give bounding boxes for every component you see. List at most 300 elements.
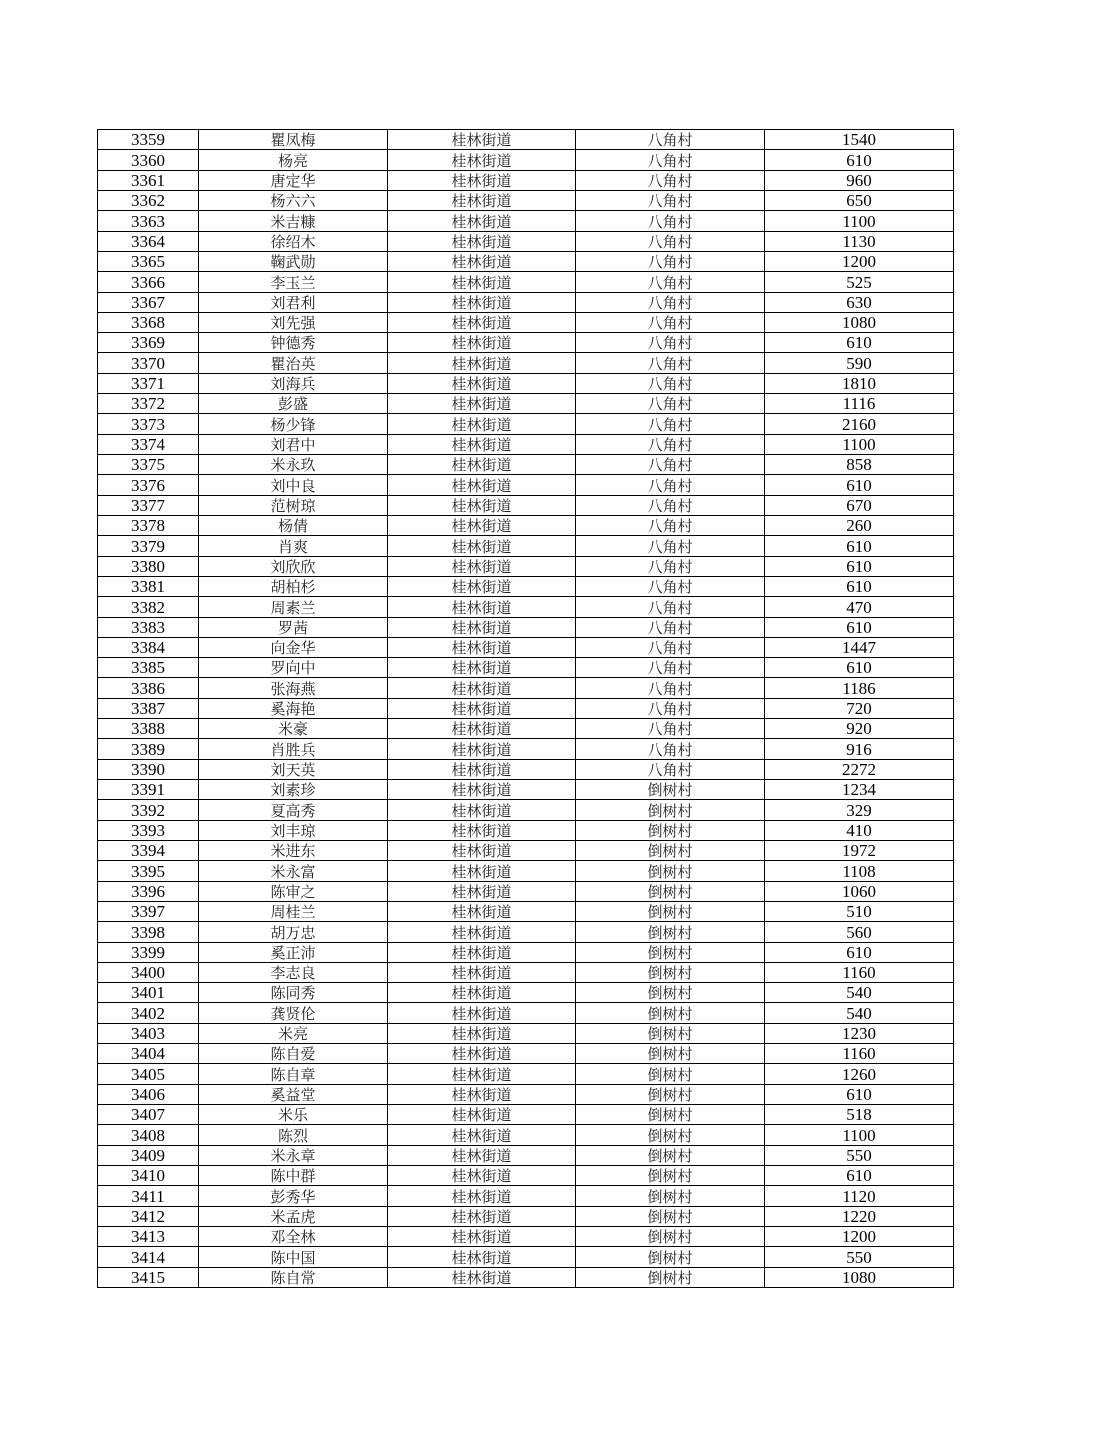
street-cell: 桂林街道 <box>388 983 576 1003</box>
village-cell: 八角村 <box>576 455 765 475</box>
village-cell: 八角村 <box>576 211 765 231</box>
name-cell: 瞿凤梅 <box>199 130 388 150</box>
row-number-cell: 3391 <box>98 780 199 800</box>
row-number-cell: 3397 <box>98 901 199 921</box>
village-cell: 八角村 <box>576 576 765 596</box>
name-cell: 陈自章 <box>199 1064 388 1084</box>
name-cell: 米永富 <box>199 861 388 881</box>
amount-cell: 510 <box>765 901 954 921</box>
name-cell: 钟德秀 <box>199 333 388 353</box>
street-cell: 桂林街道 <box>388 759 576 779</box>
row-number-cell: 3383 <box>98 617 199 637</box>
village-cell: 八角村 <box>576 353 765 373</box>
amount-cell: 1080 <box>765 312 954 332</box>
village-cell: 八角村 <box>576 190 765 210</box>
village-cell: 倒树村 <box>576 1186 765 1206</box>
amount-cell: 610 <box>765 150 954 170</box>
table-row <box>98 1247 954 1267</box>
amount-cell: 610 <box>765 556 954 576</box>
street-cell: 桂林街道 <box>388 373 576 393</box>
table-row <box>98 1105 954 1125</box>
street-cell: 桂林街道 <box>388 1267 576 1287</box>
village-cell: 倒树村 <box>576 922 765 942</box>
street-cell: 桂林街道 <box>388 1206 576 1226</box>
row-number-cell: 3400 <box>98 962 199 982</box>
village-cell: 八角村 <box>576 333 765 353</box>
table-row <box>98 475 954 495</box>
row-number-cell: 3390 <box>98 759 199 779</box>
amount-cell: 960 <box>765 170 954 190</box>
amount-cell: 1234 <box>765 780 954 800</box>
village-cell: 八角村 <box>576 170 765 190</box>
village-cell: 倒树村 <box>576 1226 765 1246</box>
amount-cell: 670 <box>765 495 954 515</box>
street-cell: 桂林街道 <box>388 434 576 454</box>
table-row <box>98 190 954 210</box>
street-cell: 桂林街道 <box>388 698 576 718</box>
table-row <box>98 698 954 718</box>
row-number-cell: 3398 <box>98 922 199 942</box>
village-cell: 八角村 <box>576 515 765 535</box>
name-cell: 瞿治英 <box>199 353 388 373</box>
table-row <box>98 1267 954 1287</box>
village-cell: 倒树村 <box>576 820 765 840</box>
village-cell: 八角村 <box>576 414 765 434</box>
name-cell: 米豪 <box>199 719 388 739</box>
street-cell: 桂林街道 <box>388 840 576 860</box>
row-number-cell: 3396 <box>98 881 199 901</box>
data-table <box>97 129 954 1288</box>
amount-cell: 560 <box>765 922 954 942</box>
table-row <box>98 515 954 535</box>
row-number-cell: 3365 <box>98 251 199 271</box>
village-cell: 倒树村 <box>576 780 765 800</box>
street-cell: 桂林街道 <box>388 597 576 617</box>
table-row <box>98 211 954 231</box>
table-row <box>98 536 954 556</box>
row-number-cell: 3361 <box>98 170 199 190</box>
name-cell: 陈审之 <box>199 881 388 901</box>
name-cell: 米孟虎 <box>199 1206 388 1226</box>
street-cell: 桂林街道 <box>388 1084 576 1104</box>
table-row <box>98 373 954 393</box>
amount-cell: 1972 <box>765 840 954 860</box>
name-cell: 奚海艳 <box>199 698 388 718</box>
amount-cell: 329 <box>765 800 954 820</box>
name-cell: 周桂兰 <box>199 901 388 921</box>
name-cell: 肖胜兵 <box>199 739 388 759</box>
village-cell: 倒树村 <box>576 1267 765 1287</box>
village-cell: 倒树村 <box>576 1003 765 1023</box>
village-cell: 八角村 <box>576 536 765 556</box>
street-cell: 桂林街道 <box>388 394 576 414</box>
table-row <box>98 130 954 150</box>
amount-cell: 540 <box>765 983 954 1003</box>
table-row <box>98 1064 954 1084</box>
village-cell: 八角村 <box>576 658 765 678</box>
name-cell: 周素兰 <box>199 597 388 617</box>
table-row <box>98 455 954 475</box>
name-cell: 陈中国 <box>199 1247 388 1267</box>
amount-cell: 410 <box>765 820 954 840</box>
row-number-cell: 3414 <box>98 1247 199 1267</box>
table-row <box>98 942 954 962</box>
name-cell: 刘欣欣 <box>199 556 388 576</box>
table-row <box>98 637 954 657</box>
village-cell: 八角村 <box>576 597 765 617</box>
village-cell: 倒树村 <box>576 942 765 962</box>
amount-cell: 1230 <box>765 1023 954 1043</box>
table-row <box>98 434 954 454</box>
street-cell: 桂林街道 <box>388 353 576 373</box>
table-body <box>98 130 954 1288</box>
street-cell: 桂林街道 <box>388 962 576 982</box>
street-cell: 桂林街道 <box>388 333 576 353</box>
row-number-cell: 3359 <box>98 130 199 150</box>
row-number-cell: 3385 <box>98 658 199 678</box>
row-number-cell: 3376 <box>98 475 199 495</box>
name-cell: 杨少锋 <box>199 414 388 434</box>
street-cell: 桂林街道 <box>388 1125 576 1145</box>
village-cell: 八角村 <box>576 394 765 414</box>
village-cell: 八角村 <box>576 617 765 637</box>
village-cell: 八角村 <box>576 434 765 454</box>
name-cell: 肖爽 <box>199 536 388 556</box>
row-number-cell: 3393 <box>98 820 199 840</box>
village-cell: 倒树村 <box>576 1247 765 1267</box>
name-cell: 刘丰琼 <box>199 820 388 840</box>
amount-cell: 1447 <box>765 637 954 657</box>
village-cell: 八角村 <box>576 272 765 292</box>
name-cell: 米进东 <box>199 840 388 860</box>
amount-cell: 916 <box>765 739 954 759</box>
amount-cell: 2160 <box>765 414 954 434</box>
amount-cell: 1220 <box>765 1206 954 1226</box>
table-row <box>98 780 954 800</box>
row-number-cell: 3363 <box>98 211 199 231</box>
table-row <box>98 312 954 332</box>
row-number-cell: 3381 <box>98 576 199 596</box>
amount-cell: 2272 <box>765 759 954 779</box>
street-cell: 桂林街道 <box>388 576 576 596</box>
row-number-cell: 3380 <box>98 556 199 576</box>
table-row <box>98 983 954 1003</box>
table-row <box>98 719 954 739</box>
street-cell: 桂林街道 <box>388 455 576 475</box>
table-row <box>98 170 954 190</box>
street-cell: 桂林街道 <box>388 780 576 800</box>
row-number-cell: 3367 <box>98 292 199 312</box>
street-cell: 桂林街道 <box>388 1064 576 1084</box>
table-row <box>98 759 954 779</box>
table-row <box>98 800 954 820</box>
table-row <box>98 1165 954 1185</box>
street-cell: 桂林街道 <box>388 1247 576 1267</box>
street-cell: 桂林街道 <box>388 292 576 312</box>
street-cell: 桂林街道 <box>388 739 576 759</box>
amount-cell: 1100 <box>765 1125 954 1145</box>
street-cell: 桂林街道 <box>388 1226 576 1246</box>
street-cell: 桂林街道 <box>388 150 576 170</box>
amount-cell: 610 <box>765 333 954 353</box>
table-row <box>98 556 954 576</box>
row-number-cell: 3375 <box>98 455 199 475</box>
amount-cell: 610 <box>765 475 954 495</box>
table-row <box>98 394 954 414</box>
name-cell: 胡柏杉 <box>199 576 388 596</box>
table-row <box>98 901 954 921</box>
name-cell: 彭盛 <box>199 394 388 414</box>
village-cell: 倒树村 <box>576 1084 765 1104</box>
village-cell: 八角村 <box>576 292 765 312</box>
row-number-cell: 3378 <box>98 515 199 535</box>
street-cell: 桂林街道 <box>388 251 576 271</box>
row-number-cell: 3387 <box>98 698 199 718</box>
village-cell: 倒树村 <box>576 1125 765 1145</box>
name-cell: 刘天英 <box>199 759 388 779</box>
amount-cell: 1108 <box>765 861 954 881</box>
street-cell: 桂林街道 <box>388 658 576 678</box>
amount-cell: 610 <box>765 1084 954 1104</box>
row-number-cell: 3392 <box>98 800 199 820</box>
table-row <box>98 1226 954 1246</box>
table-row <box>98 962 954 982</box>
amount-cell: 610 <box>765 617 954 637</box>
name-cell: 胡万忠 <box>199 922 388 942</box>
row-number-cell: 3401 <box>98 983 199 1003</box>
row-number-cell: 3410 <box>98 1165 199 1185</box>
table-row <box>98 353 954 373</box>
row-number-cell: 3405 <box>98 1064 199 1084</box>
street-cell: 桂林街道 <box>388 556 576 576</box>
amount-cell: 540 <box>765 1003 954 1023</box>
village-cell: 八角村 <box>576 719 765 739</box>
village-cell: 八角村 <box>576 150 765 170</box>
name-cell: 杨倩 <box>199 515 388 535</box>
table-row <box>98 272 954 292</box>
street-cell: 桂林街道 <box>388 170 576 190</box>
name-cell: 李玉兰 <box>199 272 388 292</box>
amount-cell: 1060 <box>765 881 954 901</box>
name-cell: 陈同秀 <box>199 983 388 1003</box>
row-number-cell: 3411 <box>98 1186 199 1206</box>
amount-cell: 1100 <box>765 434 954 454</box>
name-cell: 刘先强 <box>199 312 388 332</box>
amount-cell: 630 <box>765 292 954 312</box>
table-row <box>98 617 954 637</box>
name-cell: 米永玖 <box>199 455 388 475</box>
village-cell: 八角村 <box>576 495 765 515</box>
village-cell: 倒树村 <box>576 962 765 982</box>
table-row <box>98 414 954 434</box>
name-cell: 刘君利 <box>199 292 388 312</box>
row-number-cell: 3402 <box>98 1003 199 1023</box>
amount-cell: 610 <box>765 536 954 556</box>
table-row <box>98 597 954 617</box>
row-number-cell: 3373 <box>98 414 199 434</box>
amount-cell: 260 <box>765 515 954 535</box>
amount-cell: 1120 <box>765 1186 954 1206</box>
row-number-cell: 3409 <box>98 1145 199 1165</box>
name-cell: 刘君中 <box>199 434 388 454</box>
row-number-cell: 3404 <box>98 1044 199 1064</box>
amount-cell: 550 <box>765 1145 954 1165</box>
village-cell: 八角村 <box>576 698 765 718</box>
village-cell: 倒树村 <box>576 800 765 820</box>
table-row <box>98 881 954 901</box>
name-cell: 鞠武勋 <box>199 251 388 271</box>
name-cell: 陈自常 <box>199 1267 388 1287</box>
name-cell: 米亮 <box>199 1023 388 1043</box>
name-cell: 刘中良 <box>199 475 388 495</box>
street-cell: 桂林街道 <box>388 1044 576 1064</box>
table-row <box>98 251 954 271</box>
amount-cell: 518 <box>765 1105 954 1125</box>
name-cell: 奚正沛 <box>199 942 388 962</box>
village-cell: 倒树村 <box>576 1145 765 1165</box>
amount-cell: 920 <box>765 719 954 739</box>
amount-cell: 610 <box>765 658 954 678</box>
street-cell: 桂林街道 <box>388 637 576 657</box>
row-number-cell: 3408 <box>98 1125 199 1145</box>
amount-cell: 1080 <box>765 1267 954 1287</box>
row-number-cell: 3362 <box>98 190 199 210</box>
village-cell: 八角村 <box>576 678 765 698</box>
row-number-cell: 3415 <box>98 1267 199 1287</box>
row-number-cell: 3377 <box>98 495 199 515</box>
row-number-cell: 3371 <box>98 373 199 393</box>
row-number-cell: 3364 <box>98 231 199 251</box>
street-cell: 桂林街道 <box>388 678 576 698</box>
street-cell: 桂林街道 <box>388 1105 576 1125</box>
table-row <box>98 150 954 170</box>
street-cell: 桂林街道 <box>388 130 576 150</box>
name-cell: 张海燕 <box>199 678 388 698</box>
row-number-cell: 3395 <box>98 861 199 881</box>
name-cell: 米永章 <box>199 1145 388 1165</box>
row-number-cell: 3413 <box>98 1226 199 1246</box>
street-cell: 桂林街道 <box>388 1003 576 1023</box>
village-cell: 倒树村 <box>576 1165 765 1185</box>
street-cell: 桂林街道 <box>388 312 576 332</box>
name-cell: 刘海兵 <box>199 373 388 393</box>
amount-cell: 1160 <box>765 962 954 982</box>
row-number-cell: 3399 <box>98 942 199 962</box>
table-row <box>98 1206 954 1226</box>
name-cell: 唐定华 <box>199 170 388 190</box>
village-cell: 倒树村 <box>576 1064 765 1084</box>
street-cell: 桂林街道 <box>388 536 576 556</box>
row-number-cell: 3366 <box>98 272 199 292</box>
amount-cell: 525 <box>765 272 954 292</box>
row-number-cell: 3407 <box>98 1105 199 1125</box>
street-cell: 桂林街道 <box>388 475 576 495</box>
street-cell: 桂林街道 <box>388 211 576 231</box>
table-row <box>98 292 954 312</box>
amount-cell: 1130 <box>765 231 954 251</box>
street-cell: 桂林街道 <box>388 190 576 210</box>
street-cell: 桂林街道 <box>388 272 576 292</box>
village-cell: 倒树村 <box>576 1206 765 1226</box>
street-cell: 桂林街道 <box>388 942 576 962</box>
name-cell: 杨六六 <box>199 190 388 210</box>
street-cell: 桂林街道 <box>388 800 576 820</box>
name-cell: 陈自爱 <box>199 1044 388 1064</box>
amount-cell: 610 <box>765 1165 954 1185</box>
row-number-cell: 3374 <box>98 434 199 454</box>
amount-cell: 550 <box>765 1247 954 1267</box>
street-cell: 桂林街道 <box>388 901 576 921</box>
village-cell: 倒树村 <box>576 1044 765 1064</box>
street-cell: 桂林街道 <box>388 719 576 739</box>
street-cell: 桂林街道 <box>388 414 576 434</box>
village-cell: 倒树村 <box>576 983 765 1003</box>
amount-cell: 610 <box>765 576 954 596</box>
village-cell: 倒树村 <box>576 881 765 901</box>
amount-cell: 1200 <box>765 1226 954 1246</box>
row-number-cell: 3388 <box>98 719 199 739</box>
amount-cell: 1100 <box>765 211 954 231</box>
street-cell: 桂林街道 <box>388 231 576 251</box>
village-cell: 八角村 <box>576 130 765 150</box>
village-cell: 八角村 <box>576 759 765 779</box>
village-cell: 八角村 <box>576 556 765 576</box>
village-cell: 倒树村 <box>576 861 765 881</box>
village-cell: 八角村 <box>576 637 765 657</box>
amount-cell: 720 <box>765 698 954 718</box>
street-cell: 桂林街道 <box>388 495 576 515</box>
name-cell: 龚贤伦 <box>199 1003 388 1023</box>
table-row <box>98 231 954 251</box>
row-number-cell: 3389 <box>98 739 199 759</box>
amount-cell: 1540 <box>765 130 954 150</box>
row-number-cell: 3372 <box>98 394 199 414</box>
village-cell: 倒树村 <box>576 1105 765 1125</box>
table-row <box>98 1145 954 1165</box>
amount-cell: 1186 <box>765 678 954 698</box>
amount-cell: 1260 <box>765 1064 954 1084</box>
name-cell: 米吉糠 <box>199 211 388 231</box>
table-row <box>98 1003 954 1023</box>
table-row <box>98 739 954 759</box>
table-row <box>98 1186 954 1206</box>
amount-cell: 470 <box>765 597 954 617</box>
row-number-cell: 3406 <box>98 1084 199 1104</box>
table-row <box>98 658 954 678</box>
village-cell: 八角村 <box>576 739 765 759</box>
name-cell: 罗向中 <box>199 658 388 678</box>
row-number-cell: 3384 <box>98 637 199 657</box>
table-row <box>98 495 954 515</box>
street-cell: 桂林街道 <box>388 881 576 901</box>
table-row <box>98 1125 954 1145</box>
name-cell: 米乐 <box>199 1105 388 1125</box>
name-cell: 罗茜 <box>199 617 388 637</box>
table-row <box>98 1044 954 1064</box>
row-number-cell: 3382 <box>98 597 199 617</box>
street-cell: 桂林街道 <box>388 1165 576 1185</box>
name-cell: 彭秀华 <box>199 1186 388 1206</box>
village-cell: 八角村 <box>576 373 765 393</box>
name-cell: 陈中群 <box>199 1165 388 1185</box>
name-cell: 徐绍木 <box>199 231 388 251</box>
row-number-cell: 3386 <box>98 678 199 698</box>
table-row <box>98 922 954 942</box>
table-row <box>98 678 954 698</box>
amount-cell: 1810 <box>765 373 954 393</box>
amount-cell: 1200 <box>765 251 954 271</box>
amount-cell: 858 <box>765 455 954 475</box>
